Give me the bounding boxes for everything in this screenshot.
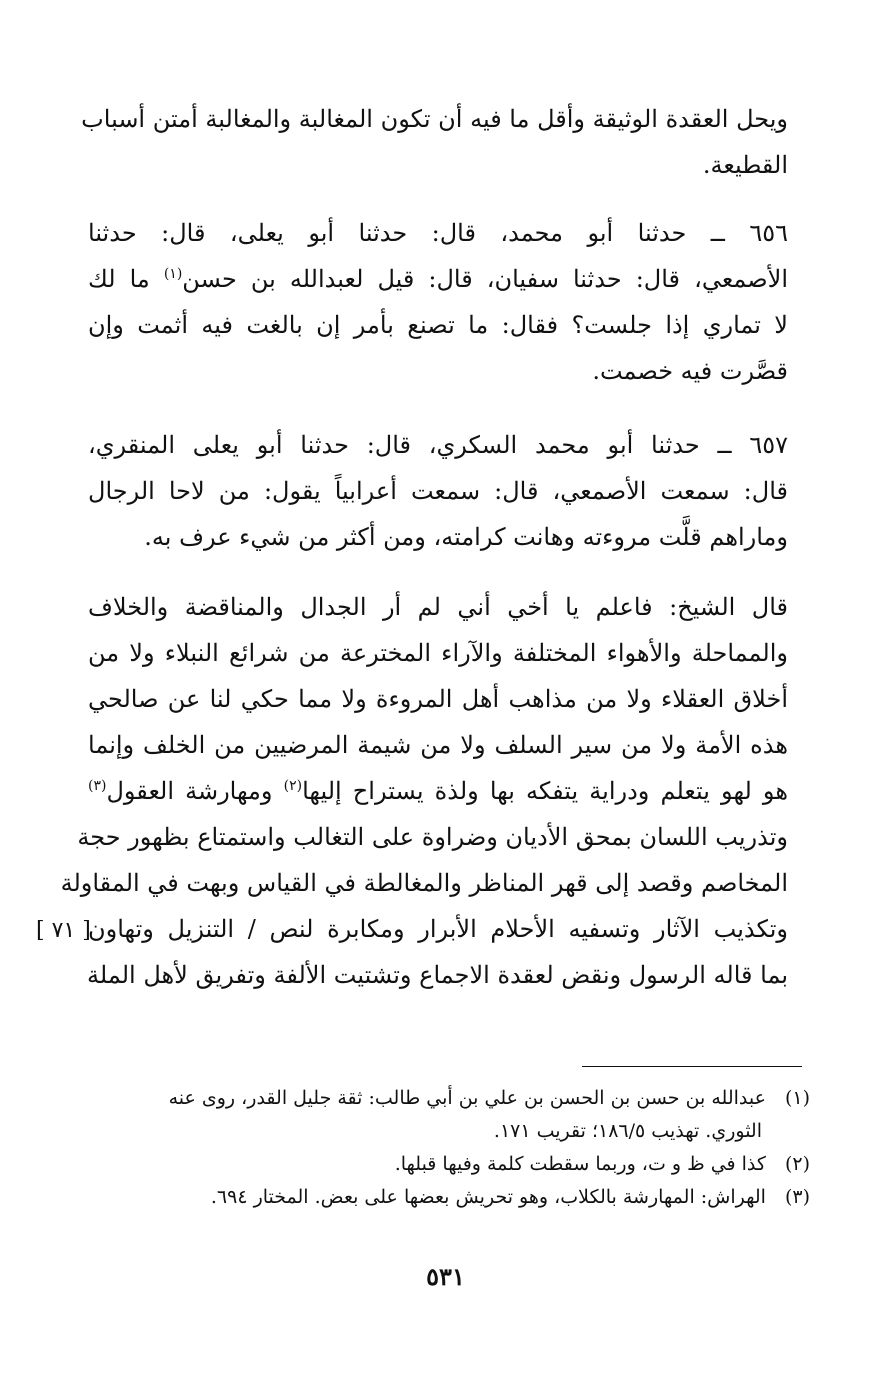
text-line: أخلاق العقلاء ولا من مذاهب أهل المروءة ولا مما حكي لنا عن صالحي xyxy=(88,685,788,713)
text-line xyxy=(88,768,788,814)
paragraph-656 xyxy=(88,210,788,394)
footnote-separator xyxy=(582,1066,802,1067)
text-line: لا تماري إذا جلست؟ فقال: ما تصنع بأمر إن بالغت فيه أثمت وإن xyxy=(88,311,788,339)
text-segment: هو لهو يتعلم ودراية يتفكه بها ولذة يستراح إليها xyxy=(302,777,788,805)
paragraph-continuation xyxy=(81,96,788,188)
footnote-3 xyxy=(100,1181,810,1214)
footnote-number: (١) xyxy=(784,1087,810,1109)
footnote-marker: (٢) xyxy=(283,778,303,794)
footnote-text: عبدالله بن حسن بن الحسن بن علي بن أبي طالب: ثقة جليل القدر، روى عنه xyxy=(168,1087,766,1109)
footnote-text: كذا في ظ و ت، وربما سقطت كلمة وفيها قبلها. xyxy=(394,1153,766,1175)
text-segment: ومهارشة العقول xyxy=(106,777,284,805)
text-line: بما قاله الرسول ونقض لعقدة الاجماع وتشتيت الألفة وتفريق لأهل الملة xyxy=(87,961,788,989)
text-line: هذه الأمة ولا من سير السلف ولا من شيمة المرضيين من الخلف وإنما xyxy=(88,731,788,759)
text-line: ويحل العقدة الوثيقة وأقل ما فيه أن تكون المغالبة والمغالبة أمتن أسباب xyxy=(81,105,788,133)
footnote-2 xyxy=(100,1148,810,1181)
text-segment: الأصمعي، قال: حدثنا سفيان، قال: قيل لعبدالله بن حسن xyxy=(182,265,789,293)
text-segment: ما لك xyxy=(88,265,164,293)
paragraph-657 xyxy=(88,422,788,560)
footnote-number: (٢) xyxy=(784,1153,810,1175)
text-line: ٦٥٧ ــ حدثنا أبو محمد السكري، قال: حدثنا أبو يعلى المنقري، xyxy=(88,431,788,459)
text-line xyxy=(88,256,788,302)
text-line: قال الشيخ: فاعلم يا أخي أني لم أر الجدال والمناقضة والخلاف xyxy=(88,593,788,621)
footnote-marker: (٣) xyxy=(88,778,107,794)
text-line: قصَّرت فيه خصمت. xyxy=(592,357,788,385)
footnotes xyxy=(100,1082,810,1214)
text-line: ٦٥٦ ــ حدثنا أبو محمد، قال: حدثنا أبو يعلى، قال: حدثنا xyxy=(88,219,788,247)
text-line: وتكذيب الآثار وتسفيه الأحلام الأبرار ومكابرة لنص / التنزيل وتهاون xyxy=(88,915,788,943)
text-line: المخاصم وقصد إلى قهر المناظر والمغالطة في القياس وبهت في المقاولة xyxy=(60,869,788,897)
footnote-number: (٣) xyxy=(784,1186,810,1208)
text-line: القطيعة. xyxy=(702,151,788,179)
footnote-marker: (١) xyxy=(163,266,183,282)
footnote-1-continuation: الثوري. تهذيب ١٨٦/٥؛ تقريب ١٧١. xyxy=(493,1120,762,1142)
footnote-text: الهراش: المهارشة بالكلاب، وهو تحريش بعضها على بعض. المختار ٦٩٤. xyxy=(210,1186,766,1208)
margin-folio-reference: [ ٧١ ] xyxy=(36,918,91,943)
text-line: وماراهم قلَّت مروءته وهانت كرامته، ومن أكثر من شيء عرف به. xyxy=(144,523,788,551)
text-line: وتذريب اللسان بمحق الأديان وضراوة على التغالب واستمتاع بظهور حجة xyxy=(77,823,788,851)
footnote-1 xyxy=(100,1082,810,1115)
page-number: ٥٣١ xyxy=(426,1262,465,1291)
text-line: والمماحلة والأهواء المختلفة والآراء المخترعة من شرائع النبلاء ولا من xyxy=(88,639,789,667)
text-line: قال: سمعت الأصمعي، قال: سمعت أعرابياً يقول: من لاحا الرجال xyxy=(88,477,788,505)
